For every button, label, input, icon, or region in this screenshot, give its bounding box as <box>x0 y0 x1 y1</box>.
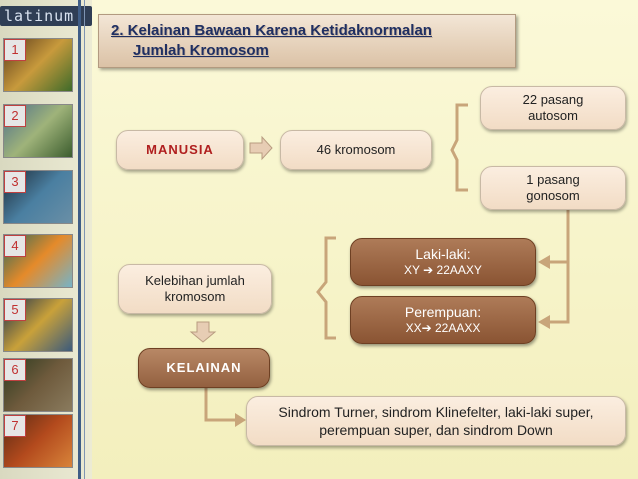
sidebar-item-number: 1 <box>4 39 26 61</box>
arrowhead-perempuan <box>538 315 550 329</box>
manusia-label: MANUSIA <box>146 142 214 157</box>
sidebar-item-number: 6 <box>4 359 26 381</box>
slide-title <box>98 14 516 68</box>
node-manusia <box>116 130 244 170</box>
node-kelainan <box>138 348 270 388</box>
perempuan-formula: XX➔ 22AAXX <box>405 321 481 335</box>
laki-title: Laki-laki: <box>415 246 471 262</box>
laki-formula: XY ➔ 22AAXY <box>404 263 482 277</box>
block-arrow-down <box>191 322 215 342</box>
sidebar-item-number: 5 <box>4 299 26 321</box>
node-46-kromosom <box>280 130 432 170</box>
arrowhead-laki <box>538 255 550 269</box>
sindrom-line-2: perempuan super, dan sindrom Down <box>319 422 553 438</box>
autosom-line-2: autosom <box>528 108 578 123</box>
bracket-bottom <box>318 238 336 338</box>
bracket-top <box>452 105 468 190</box>
sidebar-item-number: 2 <box>4 105 26 127</box>
sindrom-line-1: Sindrom Turner, sindrom Klinefelter, laki-laki super, <box>278 404 594 420</box>
gonosom-connector <box>548 206 568 322</box>
gonosom-line-1: 1 pasang <box>526 172 580 187</box>
arrowhead-sindrom <box>235 413 246 427</box>
kelainan-label: KELAINAN <box>166 360 242 375</box>
logo-text: latinum <box>4 7 75 25</box>
node-autosom <box>480 86 626 130</box>
kelebihan-line-1: Kelebihan jumlah <box>145 273 245 288</box>
kromosom-46-label: 46 kromosom <box>316 142 396 157</box>
kelainan-connector <box>206 384 238 420</box>
title-line-1: 2. Kelainan Bawaan Karena Ketidaknormalan <box>111 22 432 39</box>
kelebihan-line-2: kromosom <box>164 289 226 304</box>
node-sindrom <box>246 396 626 446</box>
autosom-line-1: 22 pasang <box>522 92 584 107</box>
block-arrow-right <box>250 137 272 159</box>
gonosom-line-2: gonosom <box>526 188 580 203</box>
node-laki-laki <box>350 238 536 286</box>
title-line-2: Jumlah Kromosom <box>133 42 269 59</box>
node-gonosom <box>480 166 626 210</box>
sidebar-item-number: 3 <box>4 171 26 193</box>
sidebar-item-number: 7 <box>4 415 26 437</box>
sidebar-item-number: 4 <box>4 235 26 257</box>
node-perempuan <box>350 296 536 344</box>
perempuan-title: Perempuan: <box>404 304 482 320</box>
node-kelebihan <box>118 264 272 314</box>
